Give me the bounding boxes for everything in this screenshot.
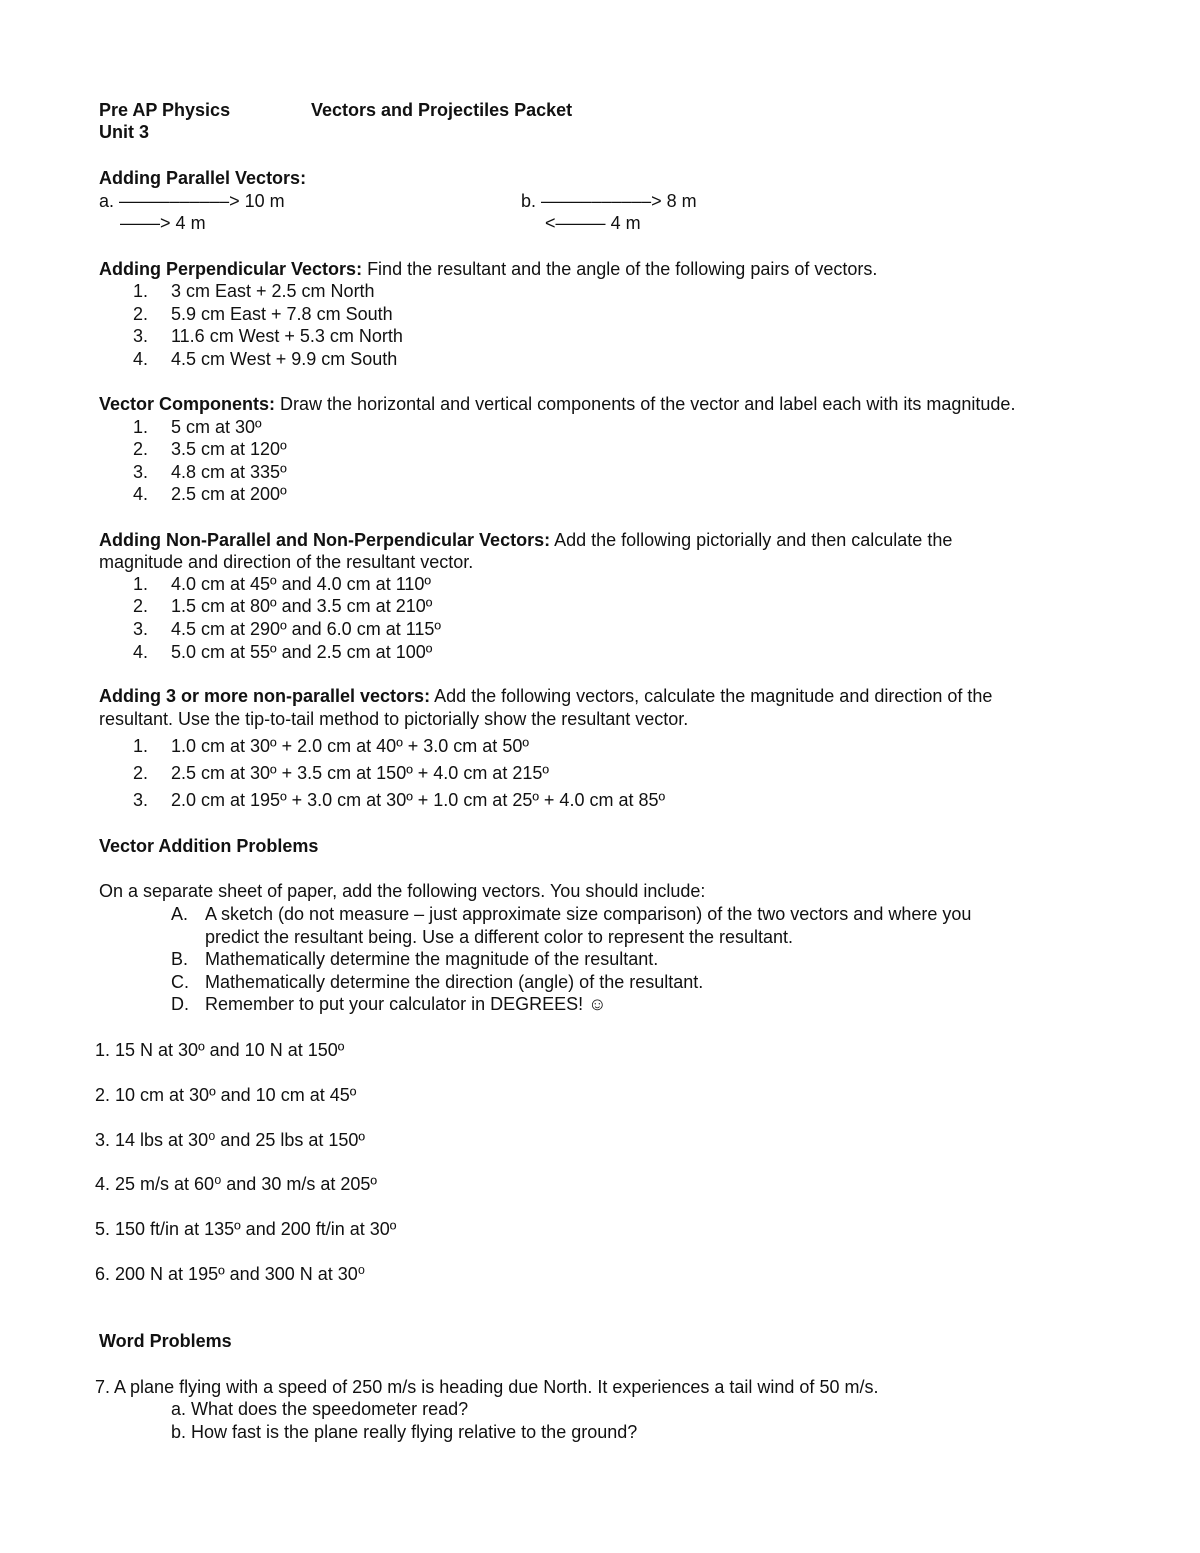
parallel-a-line-2: ––––> 4 m [120, 213, 206, 233]
criteria-letter: D. [171, 994, 189, 1014]
list-number: 3. [133, 790, 149, 810]
three-or-more-instructions: Add the following vectors, calculate the magnitude and direction of the [430, 686, 993, 706]
criteria-letter: B. [171, 949, 189, 969]
nonparallel-heading: Adding Non-Parallel and Non-Perpendicular Vectors: [99, 530, 551, 550]
word-problems-heading: Word Problems [99, 1331, 232, 1351]
parallel-heading: Adding Parallel Vectors: [99, 168, 307, 188]
three-or-more-instructions-continued: resultant. Use the tip-to-tail method to pictorially show the resultant vector. [99, 709, 689, 729]
list-item: 4.5 cm at 290º and 6.0 cm at 115º [171, 619, 441, 639]
list-number: 2. [133, 763, 149, 783]
unit-label: Unit 3 [99, 122, 150, 142]
components-section-intro [99, 393, 1015, 415]
three-or-more-heading: Adding 3 or more non-parallel vectors: [99, 686, 431, 706]
list-number: 1. [133, 736, 149, 756]
parallel-b-line-2: <––––– 4 m [545, 213, 641, 233]
list-item: 4.8 cm at 335º [171, 462, 287, 482]
addition-problem: 3. 14 lbs at 30⁰ and 25 lbs at 150º [95, 1130, 365, 1150]
addition-problem: 5. 150 ft/in at 135º and 200 ft/in at 30º [95, 1219, 397, 1239]
list-item: 3 cm East + 2.5 cm North [171, 281, 375, 301]
word-problem-7-part-a: a. What does the speedometer read? [171, 1399, 469, 1419]
list-item: 2.5 cm at 200º [171, 484, 287, 504]
list-number: 2. [133, 304, 149, 324]
criteria-letter: A. [171, 904, 189, 924]
list-item: 11.6 cm West + 5.3 cm North [171, 326, 403, 346]
list-item: 3.5 cm at 120º [171, 439, 287, 459]
addition-problems-intro: On a separate sheet of paper, add the following vectors. You should include: [99, 881, 706, 901]
addition-problem: 2. 10 cm at 30º and 10 cm at 45º [95, 1085, 357, 1105]
course-title: Pre AP Physics [99, 100, 231, 120]
list-item: 5 cm at 30º [171, 417, 262, 437]
list-number: 1. [133, 281, 149, 301]
list-item: 5.9 cm East + 7.8 cm South [171, 304, 393, 324]
list-number: 4. [133, 642, 149, 662]
nonparallel-instructions: Add the following pictorially and then calculate the [550, 530, 953, 550]
list-number: 2. [133, 596, 149, 616]
packet-title: Vectors and Projectiles Packet [311, 100, 573, 120]
addition-problem: 4. 25 m/s at 60⁰ and 30 m/s at 205º [95, 1174, 377, 1194]
list-item: 4.5 cm West + 9.9 cm South [171, 349, 398, 369]
criteria-item: A sketch (do not measure – just approximate size comparison) of the two vectors and where you [205, 904, 972, 924]
nonparallel-section-intro [99, 529, 952, 551]
list-number: 4. [133, 484, 149, 504]
word-problem-7: 7. A plane flying with a speed of 250 m/s is heading due North. It experiences a tail wind of 50 m/s. [95, 1377, 879, 1397]
list-number: 4. [133, 349, 149, 369]
parallel-a-line-1: a. –––––––––––> 10 m [99, 191, 285, 211]
addition-problems-heading: Vector Addition Problems [99, 836, 319, 856]
addition-problem: 6. 200 N at 195º and 300 N at 30⁰ [95, 1264, 365, 1284]
perpendicular-section-intro [99, 258, 877, 280]
list-item: 2.0 cm at 195º + 3.0 cm at 30º + 1.0 cm at 25º + 4.0 cm at 85º [171, 790, 666, 810]
list-item: 2.5 cm at 30º + 3.5 cm at 150º + 4.0 cm at 215º [171, 763, 549, 783]
criteria-item: predict the resultant being. Use a different color to represent the resultant. [205, 927, 794, 947]
list-item: 1.0 cm at 30º + 2.0 cm at 40º + 3.0 cm at 50º [171, 736, 529, 756]
list-item: 1.5 cm at 80º and 3.5 cm at 210º [171, 596, 433, 616]
list-number: 3. [133, 326, 149, 346]
perpendicular-heading: Adding Perpendicular Vectors: [99, 259, 363, 279]
list-item: 5.0 cm at 55º and 2.5 cm at 100º [171, 642, 433, 662]
nonparallel-instructions-continued: magnitude and direction of the resultant vector. [99, 552, 474, 572]
criteria-item: Mathematically determine the magnitude of the resultant. [205, 949, 659, 969]
perpendicular-instructions: Find the resultant and the angle of the following pairs of vectors. [362, 259, 878, 279]
components-heading: Vector Components: [99, 394, 276, 414]
criteria-letter: C. [171, 972, 189, 992]
addition-problem: 1. 15 N at 30º and 10 N at 150º [95, 1040, 345, 1060]
components-instructions: Draw the horizontal and vertical components of the vector and label each with its magnitude. [275, 394, 1016, 414]
criteria-item: Mathematically determine the direction (angle) of the resultant. [205, 972, 704, 992]
list-number: 1. [133, 574, 149, 594]
list-number: 3. [133, 619, 149, 639]
list-number: 2. [133, 439, 149, 459]
parallel-b-line-1: b. –––––––––––> 8 m [521, 191, 697, 211]
criteria-item: Remember to put your calculator in DEGREES! ☺ [205, 994, 607, 1014]
word-problem-7-part-b: b. How fast is the plane really flying relative to the ground? [171, 1422, 638, 1442]
list-number: 1. [133, 417, 149, 437]
list-number: 3. [133, 462, 149, 482]
list-item: 4.0 cm at 45º and 4.0 cm at 110º [171, 574, 431, 594]
three-or-more-section-intro [99, 685, 992, 707]
